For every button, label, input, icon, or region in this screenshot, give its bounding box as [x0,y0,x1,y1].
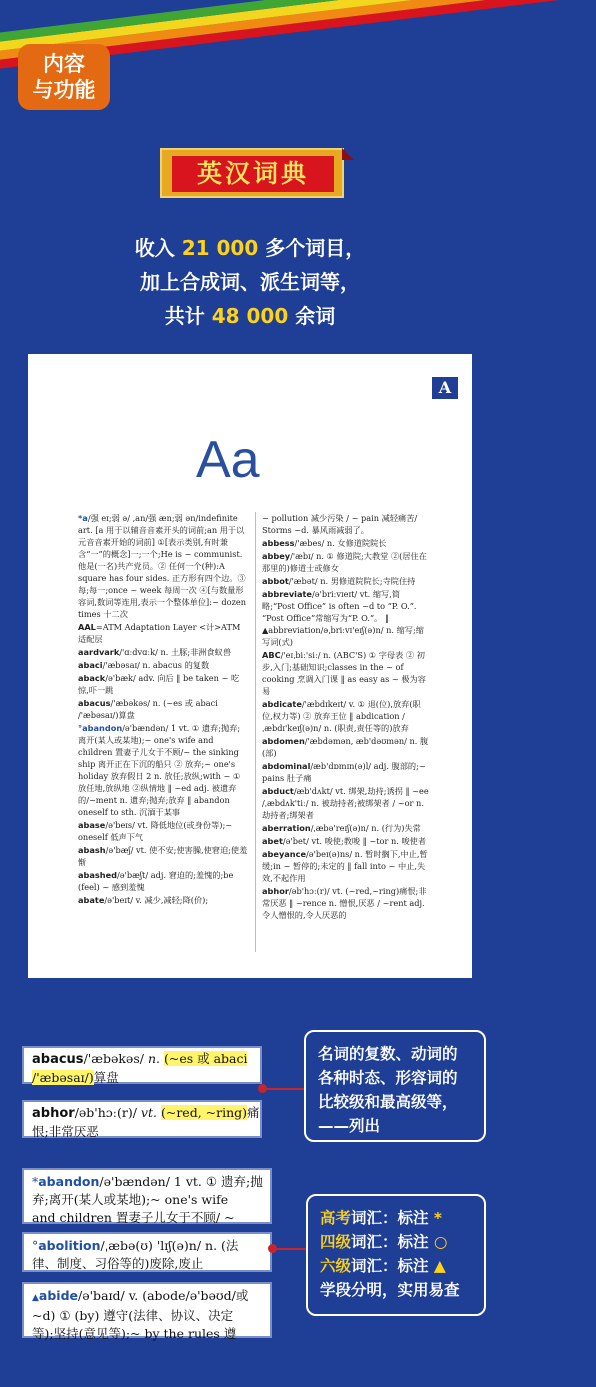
entry-text: /'æbdəmən, æb'dəʊmən/ n. 腹(部) [262,736,429,758]
connector-line [262,1088,306,1090]
connector-line [272,1248,306,1250]
badge-line-2: 与功能 [32,78,96,102]
dictionary-entry [262,575,430,587]
headword: abacus [78,698,111,708]
entry-line: 律、制度、习俗等的)废除,废止 [32,1256,204,1271]
dictionary-entry [262,822,430,834]
headword: *a [78,513,88,523]
definition: /ə'baɪd/ v. (abode/ə'bəʊd/或 [78,1288,249,1303]
highlighted-form: (~es 或 abaci [163,1051,248,1066]
headword: abide [38,1288,79,1303]
intro-text: 共计 [164,304,212,328]
definition: /ə'bændən/ 1 vt. ① 遗弃;抛 [99,1174,263,1189]
letter-tab: A [432,377,458,399]
dictionary-entry [262,537,430,549]
headword: abbey [262,551,291,561]
dictionary-entry [262,785,430,821]
circle-icon: ○ [433,1233,448,1251]
level-name: 高考 [320,1209,352,1227]
headword: abolition [38,1238,101,1253]
headword: abaci [78,660,103,670]
headword: abduct [262,786,294,796]
headword: abhor [32,1106,75,1121]
zoom-entry-abacus [22,1046,262,1084]
gaokao-mark: * [32,1174,39,1189]
connector-dot [258,1084,267,1093]
entry-text: ~ pollution 减少污染 / ~ pain 减轻痛苦/ Storms ~d. 暴风雨减弱了。 [262,513,418,535]
column-divider [255,512,256,952]
intro-line-2: 加上合成词、派生词等， [140,270,360,294]
entry-text: /ə'bæk/ adv. 向后 ‖ be taken ~ 吃惊,吓一跳 [78,673,240,695]
highlighted-form: /'æbəsaɪ/) [32,1070,94,1085]
headword: abet [262,836,283,846]
right-column [262,512,430,922]
callout-forms [304,1030,486,1142]
entry-line [32,1237,262,1255]
entry-text: /强 eɪ;弱 ə/ ,an/强 æn;弱 ən/indefinite art. [a 用于以辅音音素开头的词前;an 用于以元音音素开始的词前] ①[表示类别,有时兼含“一”的概念]一;一个;He is ~ communist. 他是(一名)共产党员。② 任何一个(种):A square has four sides. 正方形有四个边。③ 每;每一;once ~ week 每周一次 ④[与数量形容词,数词等连用,表示一个整体单位]:~ dozen times 十二次 [78,513,247,619]
intro-line-1 [0,232,500,261]
entry-text: /ˌæbə'reɪʃ(ə)n/ n. (行为)失常 [310,823,421,833]
headword: AAL [78,622,96,632]
dictionary-entry [78,697,248,721]
dictionary-entry [78,621,248,645]
callout-text: 各种时态、形容词的 [318,1069,458,1087]
entry-text: /ə'bæʃt/ adj. 窘迫的;羞愧的;be (feel) ~ 感到羞愧 [78,870,234,892]
entry-line: 等);坚持(意见等);~ by the rules 遵 [32,1326,237,1341]
entry-text: /ə'bæʃ/ vt. 使不安;使害臊,使窘迫;使羞惭 [78,845,248,867]
part-of-speech: vt. [140,1105,157,1120]
headword: °abandon [78,723,123,733]
headword: aback [78,673,106,683]
dictionary-entry [262,760,430,784]
intro-text: 余词 [288,304,336,328]
asterisk-icon: * [433,1209,443,1227]
entry-text: /æb'dɒmɪn(ə)l/ adj. 腹部的;~ pains 肚子痛 [262,761,426,783]
dictionary-entry [78,844,248,868]
dictionary-entry [262,649,430,697]
entry-text: /'æbət/ n. 男修道院院长;寺院住持 [288,576,416,586]
level-text: 词汇：标注 [351,1233,434,1251]
banner-fold [342,148,354,160]
callout-text: 比较级和最高级等， [318,1093,458,1111]
intro-number: 21 000 [181,236,259,260]
headword: abhor [262,886,289,896]
intro-text: 收入 [134,236,182,260]
dictionary-entry [78,646,248,658]
badge-line-1: 内容 [43,52,85,76]
entry-line [32,1287,262,1307]
level-name: 六级 [320,1257,352,1275]
level-cet6 [320,1254,472,1278]
definition: 痛 [247,1105,260,1120]
entry-text: /'æbes/ n. 女修道院院长 [294,538,387,548]
zoom-entry-abhor [22,1100,262,1138]
left-column [78,512,248,907]
entry-line: and children 置妻子儿女于不顾/ ~ [32,1210,235,1225]
zoom-entry-abolition [22,1232,272,1272]
part-of-speech: n. [147,1051,160,1066]
headword: abandon [38,1174,100,1189]
entry-text: /ə'beɪ(ə)ns/ n. 暂时搁下,中止,暂缓;in ~ 暂停的;未定的 ‖ fall into ~ 中止,失效,不起作用 [262,849,428,883]
dictionary-entry [262,885,430,921]
entry-text: /ə'bændən/ 1 vt. ① 遗弃;抛弃;离开(某人或某地);~ one's wife and children 置妻子儿女于不顾/~ the sinking ship 离开正在下沉的船只 ② 放弃;~ one's holiday 放弃假日 2 n. 放任;放纵;with ~ ①放任地,放纵地 ②纵情地 ‖ ~ed adj. 被遗弃的/~ment n. 遗弃;抛弃;放弃 ‖ abandon oneself to sth. 沉湎于某事 [78,723,241,817]
entry-line: 弃;离开(某人或某地);~ one's wife [32,1192,229,1207]
dictionary-entry [262,835,430,847]
entry-line [32,1050,252,1069]
cet6-mark: ▲ [32,1293,39,1303]
headword: aberration [262,823,311,833]
entry-text: /'ɑːdvɑːk/ n. 土豚;非洲食蚁兽 [119,647,232,657]
zoom-entry-abandon [22,1168,272,1224]
dictionary-entry [262,698,430,734]
pronunciation: /'æbəkəs/ [83,1051,144,1066]
headword: abbess [262,538,295,548]
callout-text: ——列出 [318,1117,381,1135]
connector-dot [268,1244,277,1253]
dictionary-entry [262,588,430,648]
intro-line-3 [0,300,500,329]
level-cet4 [320,1230,472,1254]
entry-line: ~d) ① (by) 遵守(法律、协议、决定 [32,1308,234,1323]
headword: ABC [262,650,281,660]
level-text: 词汇：标注 [351,1257,434,1275]
entry-line [32,1069,252,1087]
entry-line [32,1104,260,1123]
headword: abacus [32,1052,84,1067]
dictionary-entry [262,848,430,884]
entry-text: =ATM Adaptation Layer <计>ATM 适配层 [78,622,241,644]
level-text: 词汇：标注 [351,1209,434,1227]
dictionary-entry [262,550,430,574]
level-name: 四级 [320,1233,352,1251]
headword: abate [78,895,105,905]
headword: abash [78,845,106,855]
entry-line [32,1173,262,1191]
cet4-mark: ° [32,1238,39,1253]
entry-text: /ə'briːvɪeɪt/ vt. 缩写,简略;“Post Office” is often ~d to “P. O.”. “Post Office”常缩写为“P. O.”。 ‖ ▲abbreviation/əˌbriːvɪ'eɪʃ(ə)n/ n. 缩写;缩写词(式) [262,589,424,647]
headword: abbot [262,576,289,586]
entry-text: /'eɪˌbiː'siː/ n. (ABC'S) ① 字母表 ② 初步,入门;基础知识;classes in the ~ of cooking 烹调入门课 ‖ as easy as ~ 极为容易 [262,650,426,696]
headword: aardvark [78,647,120,657]
definition: /ˌæbə(ʊ) 'lɪʃ(ə)n/ n. (法 [100,1238,239,1253]
entry-text: /'æbəkəs/ n. (~es 或 abaci /'æbəsaɪ/)算盘 [78,698,218,720]
intro-text: 多个词目， [258,236,366,260]
dictionary-entry [78,512,248,620]
entry-text: /'æbdɪkeɪt/ v. ① 退(位),放弃(职位,权力等) ② 放弃王位 ‖ abdication /ˌæbdɪ'keɪʃ(ə)n/ n. (职责,责任等的)放弃 [262,699,421,733]
headword: abdicate [262,699,302,709]
definition: 算盘 [93,1070,119,1085]
dictionary-entry [262,512,430,536]
section-badge [18,44,110,110]
intro-number: 48 000 [211,304,289,328]
page-title: 英汉词典 [172,156,334,192]
level-gaokao [320,1206,472,1230]
dictionary-entry [78,869,248,893]
dictionary-entry [78,894,248,906]
entry-text: /əb'hɔː(r)/ vt. (~red,~ring)痛恨;非常厌恶 ‖ ~rence n. 憎恨,厌恶 / ~rent adj. 令人憎恨的,令人厌恶的 [262,886,427,920]
entry-text: /æb'dʌkt/ vt. 绑架,劫持;诱拐 ‖ ~ee /ˌæbdʌk'tiː/ n. 被劫持者;被绑架者 / ~or n. 劫持者;绑架者 [262,786,429,820]
headword: abdominal [262,761,311,771]
callout-levels [306,1194,486,1316]
dictionary-entry [78,722,248,818]
headword: abeyance [262,849,307,859]
triangle-icon: ▲ [433,1257,446,1275]
entry-text: /'æbəsaɪ/ n. abacus 的复数 [102,660,210,670]
dictionary-entry [262,735,430,759]
entry-text: /ə'bet/ vt. 唆使;教唆 ‖ ~tor n. 唆使者 [282,836,427,846]
entry-text: /ə'beɪt/ v. 减少,减轻;降(价); [104,895,209,905]
dictionary-entry [78,659,248,671]
headword: abbreviate [262,589,312,599]
entry-line: 恨;非常厌恶 [32,1124,99,1139]
highlighted-form: (~red, ~ring) [160,1105,248,1120]
dictionary-entry [78,819,248,843]
callout-footer: 学段分明，实用易查 [320,1281,460,1299]
callout-text: 名词的复数、动词的 [318,1045,458,1063]
headword: abase [78,820,106,830]
entry-text: /'æbɪ/ n. ① 修道院;大教堂 ②(居住在那里的)修道士或修女 [262,551,427,573]
entry-text: /ə'beɪs/ vt. 降低地位(或身份等);~ oneself 低声下气 [78,820,233,842]
headword: abashed [78,870,118,880]
title-banner [160,148,344,198]
pronunciation: /əb'hɔː(r)/ [74,1105,137,1120]
headword: abdomen [262,736,305,746]
big-letters: Aa [196,431,260,489]
dictionary-entry [78,672,248,696]
zoom-entry-abide [22,1282,272,1341]
